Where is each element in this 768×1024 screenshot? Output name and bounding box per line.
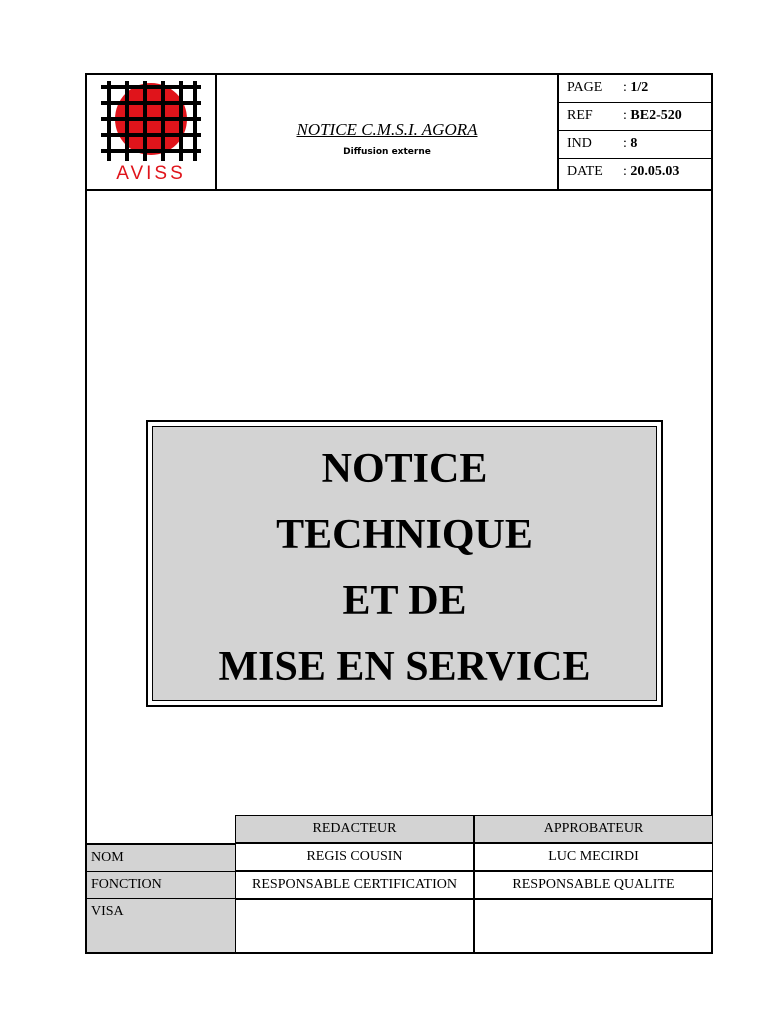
meta-row-page [559, 75, 711, 103]
logo-text: AVISS [116, 163, 186, 184]
meta-value: : BE2-520 [623, 108, 682, 124]
column-header-approbateur: APPROBATEUR [474, 815, 713, 843]
row-label-fonction: FONCTION [87, 872, 235, 899]
document-title: NOTICE C.M.S.I. AGORA [296, 120, 478, 139]
cell-visa-approbateur[interactable] [474, 899, 713, 954]
meta-label: DATE [567, 164, 603, 179]
title-line: ET DE [342, 578, 467, 624]
document-header [87, 75, 711, 191]
meta-value: : 1/2 [623, 80, 648, 96]
column-header-redacteur: REDACTEUR [235, 815, 474, 843]
meta-value: : 8 [623, 136, 637, 152]
aviss-logo-icon [99, 79, 203, 163]
document-subtitle: Diffusion externe [343, 147, 431, 157]
title-line: TECHNIQUE [276, 512, 533, 558]
meta-row-ind [559, 131, 711, 159]
title-box-inner [152, 426, 657, 701]
meta-row-date [559, 159, 711, 187]
cell-visa-redacteur[interactable] [235, 899, 474, 954]
meta-row-ref [559, 103, 711, 131]
logo-cell [87, 75, 217, 189]
title-box [146, 420, 663, 707]
meta-value: : 20.05.03 [623, 164, 679, 180]
cell-nom-approbateur: LUC MECIRDI [474, 843, 713, 871]
meta-label: IND [567, 136, 592, 151]
meta-label: REF [567, 108, 593, 123]
meta-cell [559, 75, 711, 189]
title-line: MISE EN SERVICE [218, 644, 591, 690]
title-cell [217, 75, 559, 189]
title-line: NOTICE [321, 446, 488, 492]
row-label-nom: NOM [87, 845, 235, 872]
cell-nom-redacteur: REGIS COUSIN [235, 843, 474, 871]
cell-fonction-approbateur: RESPONSABLE QUALITE [474, 871, 713, 899]
cell-fonction-redacteur: RESPONSABLE CERTIFICATION [235, 871, 474, 899]
row-label-visa: VISA [87, 899, 235, 925]
meta-label: PAGE [567, 80, 603, 95]
